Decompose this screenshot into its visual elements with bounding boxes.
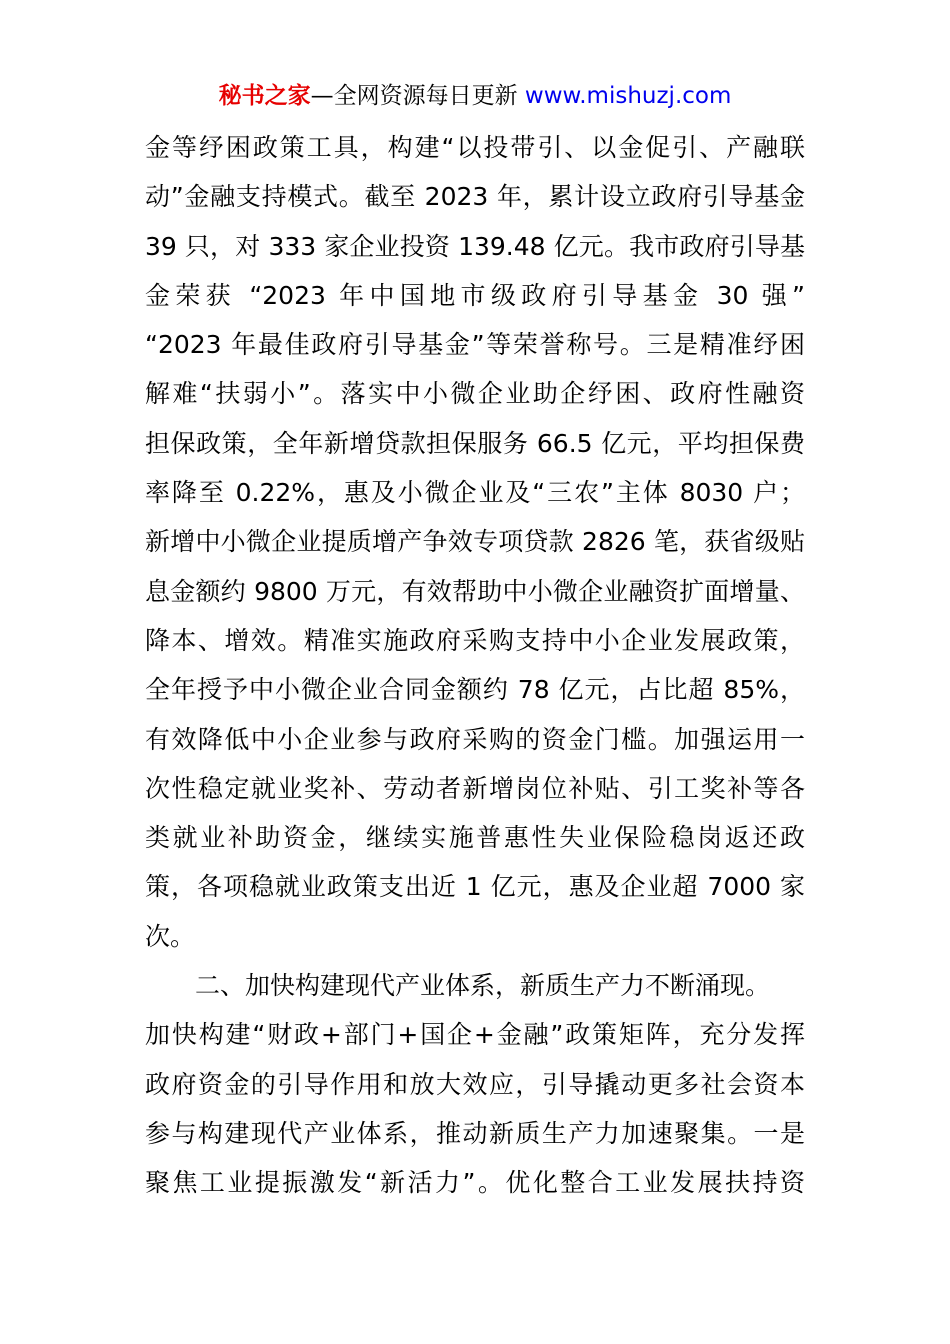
text-line: 次性稳定就业奖补、劳动者新增岗位补贴、引工奖补等各 [145, 773, 805, 803]
text-line: “2023 年最佳政府引导基金”等荣誉称号。三是精准纾困 [145, 330, 805, 360]
text-line: 息金额约 9800 万元，有效帮助中小微企业融资扩面增量、 [145, 576, 805, 606]
text-line: 降本、增效。精准实施政府采购支持中小企业发展政策， [145, 625, 805, 655]
text-line: 政府资金的引导作用和放大效应，引导撬动更多社会资本 [145, 1069, 805, 1099]
text-line: 有效降低中小企业参与政府采购的资金门槛。加强运用一 [145, 724, 805, 754]
site-brand-name: 秘书之家 [218, 83, 311, 109]
text-line: 率降至 0.22%，惠及小微企业及“三农”主体 8030 户； [145, 478, 805, 508]
site-url-link[interactable]: www.mishuzj.com [517, 83, 732, 109]
text-line: 新增中小微企业提质增产争效专项贷款 2826 笔，获省级贴 [145, 527, 805, 557]
text-line: 全年授予中小微企业合同金额约 78 亿元，占比超 85%， [145, 675, 805, 705]
text-line: 参与构建现代产业体系，推动新质生产力加速聚集。一是 [145, 1118, 805, 1148]
text-line: 担保政策，全年新增贷款担保服务 66.5 亿元，平均担保费 [145, 428, 805, 458]
text-line: 39 只，对 333 家企业投资 139.48 亿元。我市政府引导基 [145, 231, 805, 261]
text-line: 类就业补助资金，继续实施普惠性失业保险稳岗返还政 [145, 823, 805, 853]
site-slogan: —全网资源每日更新 [310, 83, 518, 109]
text-line: 聚焦工业提振激发“新活力”。优化整合工业发展扶持资 [145, 1168, 805, 1198]
text-line-paragraph-end: 次。 [145, 921, 196, 951]
text-line: 金等纾困政策工具，构建“以投带引、以金促引、产融联 [145, 133, 805, 162]
text-line: 策，各项稳就业政策支出近 1 亿元，惠及企业超 7000 家 [145, 872, 805, 902]
site-watermark-header [0, 80, 950, 112]
text-line: 加快构建“财政+部门+国企+金融”政策矩阵，充分发挥 [145, 1020, 805, 1050]
text-line: 解难“扶弱小”。落实中小微企业助企纾困、政府性融资 [145, 379, 805, 409]
section-heading-line: 二、加快构建现代产业体系，新质生产力不断涌现。 [195, 971, 771, 1001]
text-line: 动”金融支持模式。截至 2023 年，累计设立政府引导基金 [145, 182, 805, 212]
document-body [145, 123, 805, 1208]
text-line: 金荣获 “2023 年中国地市级政府引导基金 30 强” [145, 280, 805, 310]
